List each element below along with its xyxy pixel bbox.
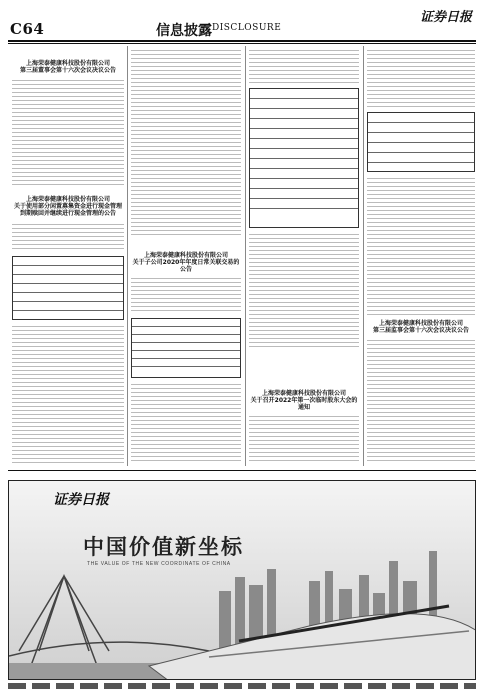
notice-body-text	[131, 48, 241, 238]
section-title: 信息披露	[156, 23, 212, 39]
footer-imprint	[8, 683, 476, 689]
notice-body-text	[12, 222, 124, 252]
notice-title-5: 上海荣泰健康科技股份有限公司 第三届监事会第十六次会议决议公告	[372, 320, 469, 334]
notice-table	[12, 256, 124, 320]
page-number: C64	[10, 20, 45, 38]
notice-title-3: 上海荣泰健康科技股份有限公司 关于子公司2020年年度日常关联交易的公告	[132, 252, 240, 273]
ad-illustration	[9, 481, 476, 680]
newspaper-logo: 证券日报	[419, 10, 472, 25]
notice-body-text	[367, 48, 475, 108]
notice-body-text	[12, 78, 124, 186]
notice-table	[249, 88, 359, 228]
notice-body-text	[131, 382, 241, 464]
notice-table	[131, 318, 241, 378]
notice-body-text	[367, 176, 475, 316]
notice-title-4: 上海荣泰健康科技股份有限公司 关于召开2022年第一次临时股东大会的通知	[250, 390, 358, 411]
column-divider	[127, 46, 128, 466]
page-header	[0, 0, 484, 44]
header-rule	[8, 40, 476, 42]
notice-body-text	[12, 324, 124, 464]
advertisement	[8, 480, 476, 680]
notice-body-text	[249, 48, 359, 84]
ad-headline: 中国价值新坐标	[83, 534, 244, 559]
section-title-en: DISCLOSURE	[212, 23, 282, 33]
notice-table	[367, 112, 475, 172]
ad-logo: 证券日报	[53, 492, 109, 508]
ad-subline: THE VALUE OF THE NEW COORDINATE OF CHINA	[87, 561, 231, 567]
notice-body-text	[131, 276, 241, 314]
notice-body-text	[367, 338, 475, 464]
column-divider	[245, 46, 246, 466]
notice-body-text	[249, 414, 359, 464]
column-divider	[363, 46, 364, 466]
content-bottom-rule	[8, 470, 476, 471]
notice-body-text	[249, 232, 359, 350]
header-rule-thin	[8, 43, 476, 44]
notice-title-1: 上海荣泰健康科技股份有限公司 第三届董事会第十六次会议决议公告	[19, 60, 116, 74]
notice-title-2: 上海荣泰健康科技股份有限公司 关于使用部分闲置募集资金进行现金管理到期赎回并继续进行现金管理的公告	[13, 196, 122, 217]
